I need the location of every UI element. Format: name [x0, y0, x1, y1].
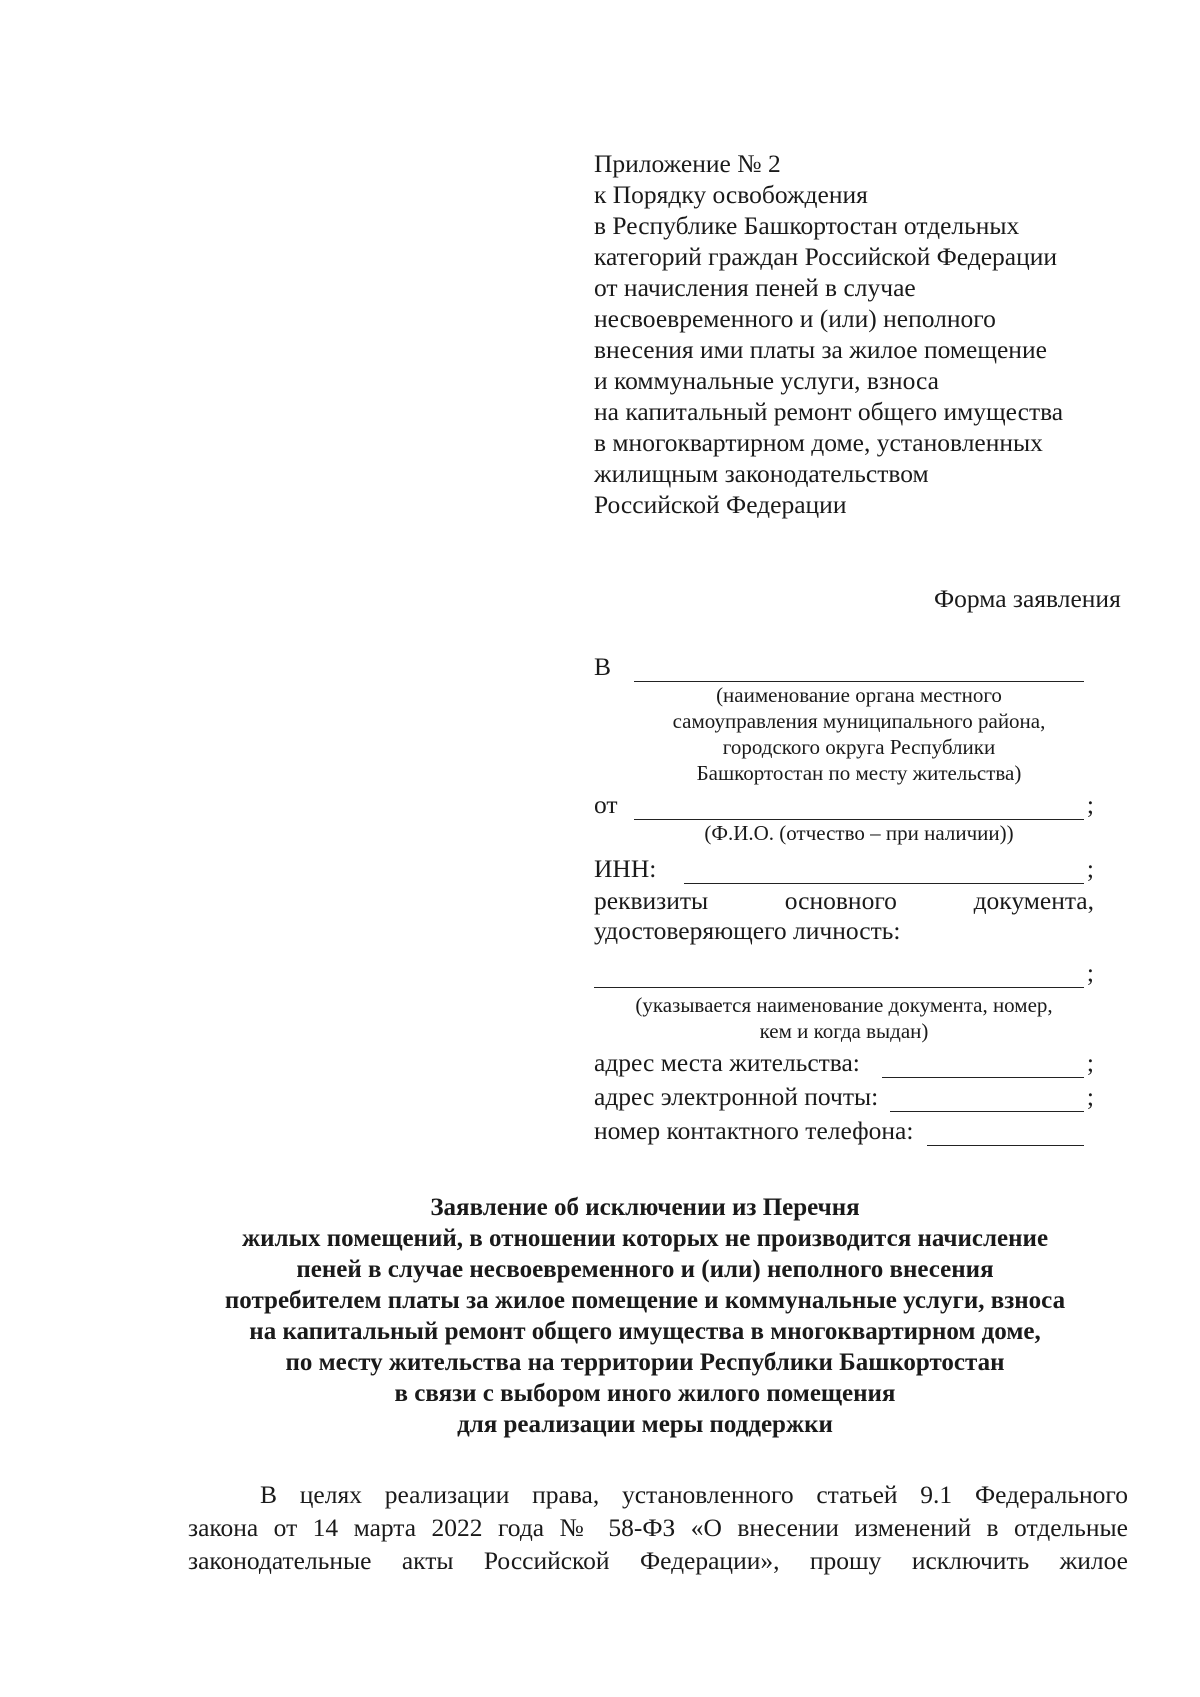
doc-word: основного — [784, 886, 897, 915]
appendix-header — [594, 148, 1134, 520]
appendix-line: категорий граждан Российской Федерации — [594, 242, 1058, 271]
doc-line2: удостоверяющего личность: — [594, 916, 901, 945]
body-line: закона от 14 марта 2022 года № 58-ФЗ «О внесении изменений в отдельные — [188, 1513, 1128, 1542]
title-line: по месту жительства на территории Республики Башкортостан — [285, 1349, 1005, 1376]
appendix-line: на капитальный ремонт общего имущества — [594, 397, 1064, 426]
title-line: пеней в случае несвоевременного и (или) неполного внесения — [296, 1256, 994, 1283]
title-line: для реализации меры поддержки — [457, 1411, 833, 1438]
appendix-line: Приложение № 2 — [594, 149, 781, 178]
appendix-line: в Республике Башкортостан отдельных — [594, 211, 1020, 240]
semicolon: ; — [1086, 854, 1094, 883]
appendix-line: несвоевременного и (или) неполного — [594, 304, 996, 333]
to-hint — [624, 682, 1094, 786]
title-line: в связи с выбором иного жилого помещения — [394, 1380, 896, 1407]
from-label: от — [594, 790, 618, 819]
appendix-line: и коммунальные услуги, взноса — [594, 366, 939, 395]
title-line: на капитальный ремонт общего имущества в многоквартирном доме, — [249, 1318, 1041, 1345]
doc-hint-line: кем и когда выдан) — [759, 1019, 929, 1043]
to-hint-line: самоуправления муниципального района, — [672, 709, 1046, 733]
title-line: жилых помещений, в отношении которых не производится начисление — [241, 1225, 1049, 1252]
email-label: адрес электронной почты: — [594, 1082, 879, 1111]
statement-body — [188, 1478, 1128, 1577]
doc-hint-line: (указывается наименование документа, номер, — [635, 993, 1053, 1017]
body-line: В целях реализации права, установленного статьей 9.1 Федерального — [260, 1480, 1128, 1509]
doc-field[interactable] — [594, 965, 1084, 988]
semicolon: ; — [1086, 958, 1094, 987]
inn-field[interactable] — [684, 861, 1084, 884]
phone-row — [594, 1112, 1094, 1146]
address-field[interactable] — [882, 1055, 1084, 1078]
email-row — [594, 1078, 1094, 1112]
inn-label: ИНН: — [594, 854, 657, 883]
form-label: Форма заявления — [934, 584, 1121, 613]
from-row — [594, 786, 1094, 820]
email-field[interactable] — [890, 1089, 1084, 1112]
doc-row — [594, 884, 1094, 916]
addressee-block — [594, 648, 1094, 1146]
to-hint-line: (наименование органа местного — [716, 683, 1002, 707]
phone-label: номер контактного телефона: — [594, 1116, 914, 1145]
address-label: адрес места жительства: — [594, 1048, 860, 1077]
to-hint-line: городского округа Республики — [722, 735, 996, 759]
to-hint-line: Башкортостан по месту жительства) — [696, 761, 1022, 785]
appendix-line: в многоквартирном доме, установленных — [594, 428, 1043, 457]
from-hint: (Ф.И.О. (отчество – при наличии)) — [704, 821, 1014, 845]
doc-row-field — [594, 948, 1094, 988]
to-label: В — [594, 652, 612, 681]
semicolon: ; — [1086, 1048, 1094, 1077]
appendix-line: от начисления пеней в случае — [594, 273, 916, 302]
doc-word: реквизиты — [594, 886, 709, 915]
doc-word: документа, — [973, 886, 1094, 915]
appendix-line: жилищным законодательством — [594, 459, 929, 488]
address-row — [594, 1044, 1094, 1078]
appendix-line: Российской Федерации — [594, 490, 847, 519]
to-field[interactable] — [634, 659, 1084, 682]
from-field[interactable] — [634, 797, 1084, 820]
title-line: потребителем платы за жилое помещение и коммунальные услуги, взноса — [224, 1287, 1066, 1314]
body-line: законодательные акты Российской Федерации», прошу исключить жилое — [188, 1546, 1128, 1575]
title-line: Заявление об исключении из Перечня — [430, 1194, 860, 1221]
semicolon: ; — [1086, 790, 1094, 819]
inn-row — [594, 846, 1094, 884]
phone-field[interactable] — [927, 1123, 1084, 1146]
semicolon: ; — [1086, 1082, 1094, 1111]
statement-title — [160, 1192, 1130, 1440]
to-row — [594, 648, 1094, 682]
appendix-line: к Порядку освобождения — [594, 180, 868, 209]
doc-hint — [594, 992, 1094, 1044]
appendix-line: внесения ими платы за жилое помещение — [594, 335, 1047, 364]
